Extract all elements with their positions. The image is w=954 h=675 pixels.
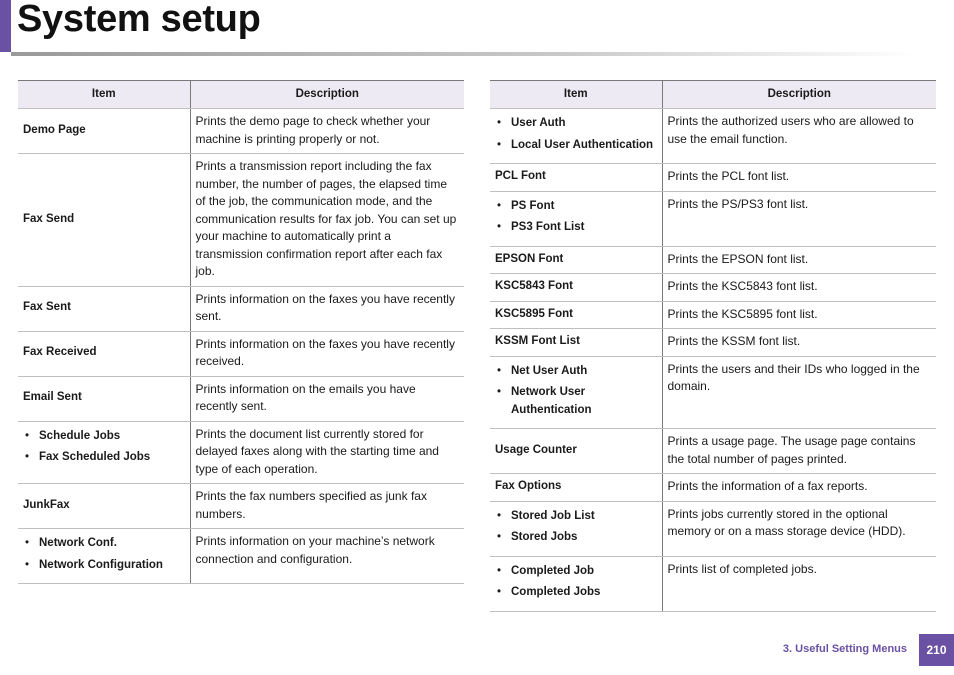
row-item-cell: Fax Sent <box>18 286 190 331</box>
table-row <box>18 109 464 154</box>
table-row <box>490 109 936 164</box>
row-item-cell <box>490 109 662 164</box>
table-row <box>18 529 464 584</box>
item-bullet: • Network Configuration <box>23 557 184 575</box>
row-item-cell: Fax Received <box>18 331 190 376</box>
row-item-cell <box>490 356 662 429</box>
row-item-cell: Fax Send <box>18 154 190 287</box>
row-description-cell: Prints the PCL font list. <box>662 164 936 192</box>
row-item-cell <box>18 421 190 484</box>
table-row <box>490 191 936 246</box>
row-description-cell: Prints the fax numbers specified as junk fax numbers. <box>190 484 464 529</box>
title-divider <box>11 52 916 56</box>
item-bullet: • Stored Job List <box>495 508 656 526</box>
row-item-cell: KSC5843 Font <box>490 274 662 302</box>
item-bullet: • PS Font <box>495 198 656 216</box>
item-bullet: • Schedule Jobs <box>23 428 184 446</box>
row-description-cell: Prints the users and their IDs who logged in the domain. <box>662 356 936 429</box>
column-header-description: Description <box>662 81 936 109</box>
row-item-cell: Demo Page <box>18 109 190 154</box>
table-row <box>490 356 936 429</box>
item-bullet: • Network Conf. <box>23 535 184 553</box>
row-description-cell: Prints a transmission report including the fax number, the number of pages, the elapsed time of the job, the communication mode, and the communication results for fax job. You can set up your machine to automatically print a transmission confirmation report after each fax job. <box>190 154 464 287</box>
item-bullet-list <box>495 115 656 154</box>
table-row <box>18 376 464 421</box>
table-row <box>490 329 936 357</box>
item-bullet-list <box>495 508 656 547</box>
row-item-cell: Fax Options <box>490 474 662 502</box>
table-row <box>490 246 936 274</box>
row-description-cell: Prints the demo page to check whether your machine is printing properly or not. <box>190 109 464 154</box>
table-row <box>490 429 936 474</box>
row-description-cell: Prints the KSC5843 font list. <box>662 274 936 302</box>
footer-section-label: 3. Useful Setting Menus <box>782 643 907 655</box>
row-item-cell: JunkFax <box>18 484 190 529</box>
item-bullet: • Local User Authentication <box>495 137 656 155</box>
table-row <box>18 421 464 484</box>
row-description-cell: Prints information on the faxes you have recently sent. <box>190 286 464 331</box>
column-header-item: Item <box>490 81 662 109</box>
table-row <box>490 474 936 502</box>
item-bullet-list <box>495 198 656 237</box>
row-item-cell: Usage Counter <box>490 429 662 474</box>
table-row <box>18 286 464 331</box>
row-item-cell <box>490 501 662 556</box>
table-row <box>490 274 936 302</box>
item-bullet: • Completed Job <box>495 563 656 581</box>
menu-table-right <box>490 80 936 612</box>
row-item-cell <box>18 529 190 584</box>
item-bullet: • Completed Jobs <box>495 584 656 602</box>
table-row <box>18 154 464 287</box>
table-row <box>490 501 936 556</box>
row-description-cell: Prints information on the emails you have recently sent. <box>190 376 464 421</box>
table-header-row <box>18 81 464 109</box>
title-accent-bar <box>0 0 11 52</box>
item-bullet: • User Auth <box>495 115 656 133</box>
table-row <box>18 484 464 529</box>
item-bullet-list <box>495 563 656 602</box>
row-item-cell <box>490 191 662 246</box>
table-header-row <box>490 81 936 109</box>
item-bullet-list <box>23 428 184 467</box>
row-description-cell: Prints information on your machine’s network connection and configuration. <box>190 529 464 584</box>
item-bullet: • Fax Scheduled Jobs <box>23 449 184 467</box>
row-description-cell: Prints the KSSM font list. <box>662 329 936 357</box>
row-description-cell: Prints jobs currently stored in the optional memory or on a mass storage device (HDD). <box>662 501 936 556</box>
page-title: System setup <box>17 0 261 40</box>
row-description-cell: Prints the PS/PS3 font list. <box>662 191 936 246</box>
table-row <box>490 556 936 611</box>
row-description-cell: Prints a usage page. The usage page contains the total number of pages printed. <box>662 429 936 474</box>
row-item-cell: KSSM Font List <box>490 329 662 357</box>
row-description-cell: Prints the information of a fax reports. <box>662 474 936 502</box>
row-item-cell: KSC5895 Font <box>490 301 662 329</box>
table-row <box>490 164 936 192</box>
menu-table-left <box>18 80 464 584</box>
item-bullet-list <box>23 535 184 574</box>
row-description-cell: Prints the authorized users who are allowed to use the email function. <box>662 109 936 164</box>
column-header-description: Description <box>190 81 464 109</box>
item-bullet-list <box>495 363 656 420</box>
row-description-cell: Prints the document list currently stored for delayed faxes along with the starting time and type of each operation. <box>190 421 464 484</box>
row-item-cell <box>490 556 662 611</box>
row-description-cell: Prints information on the faxes you have recently received. <box>190 331 464 376</box>
row-item-cell: PCL Font <box>490 164 662 192</box>
row-description-cell: Prints the EPSON font list. <box>662 246 936 274</box>
column-header-item: Item <box>18 81 190 109</box>
row-item-cell: EPSON Font <box>490 246 662 274</box>
item-bullet: • Stored Jobs <box>495 529 656 547</box>
item-bullet: • Net User Auth <box>495 363 656 381</box>
page-number: 210 <box>919 634 954 666</box>
row-description-cell: Prints the KSC5895 font list. <box>662 301 936 329</box>
row-item-cell: Email Sent <box>18 376 190 421</box>
item-bullet: • Network User Authentication <box>495 384 656 419</box>
item-bullet: • PS3 Font List <box>495 219 656 237</box>
table-row <box>490 301 936 329</box>
row-description-cell: Prints list of completed jobs. <box>662 556 936 611</box>
table-row <box>18 331 464 376</box>
